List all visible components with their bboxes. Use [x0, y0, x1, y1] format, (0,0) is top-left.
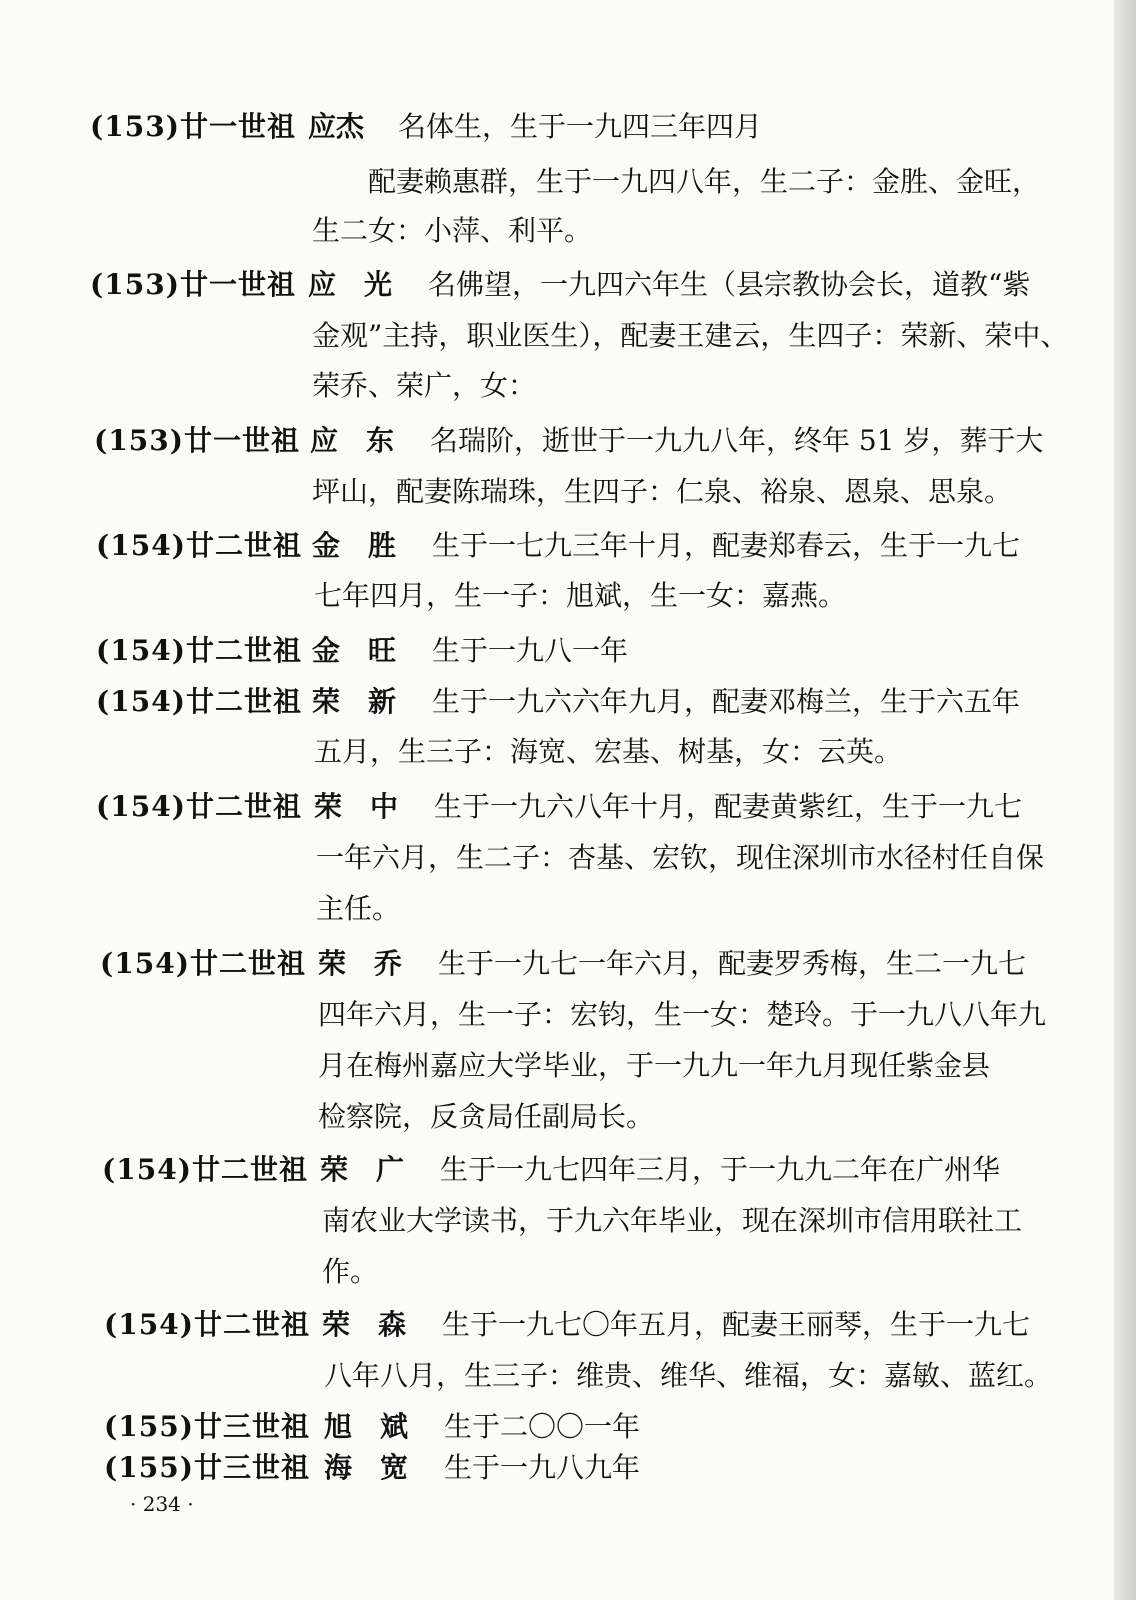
person-name: 荣 森 — [322, 1308, 407, 1341]
generation-label: (155)廿三世祖 — [104, 1451, 310, 1484]
entry-text-line: 月在梅州嘉应大学毕业，于一九九一年九月现任紫金县 — [318, 1049, 991, 1082]
entry-text-line: 配妻赖惠群，生于一九四八年，生二子：金胜、金旺， — [368, 165, 1041, 198]
person-name: 荣 广 — [320, 1153, 405, 1186]
entry-text-line: 名瑞阶，逝世于一九九八年，终年 51 岁，葬于大 — [430, 424, 1044, 457]
entry-text-line: 生于一九六八年十月，配妻黄紫红，生于一九七 — [434, 790, 1023, 823]
person-name: 金 胜 — [312, 529, 397, 562]
person-name: 应杰 — [308, 110, 365, 143]
entry-text-line: 南农业大学读书，于九六年毕业，现在深圳市信用联社工 — [322, 1204, 1023, 1237]
page-number: · 234 · — [130, 1492, 194, 1516]
generation-label: (154)廿二世祖 — [104, 1308, 310, 1341]
entry-text-line: 作。 — [322, 1255, 379, 1288]
person-name: 金 旺 — [312, 634, 397, 667]
entry-text-line: 生于二〇〇一年 — [444, 1410, 641, 1443]
entry-text-line: 生于一九七四年三月，于一九九二年在广州华 — [440, 1153, 1001, 1186]
entry-text-line: 生于一九七一年六月，配妻罗秀梅，生二一九七 — [438, 947, 1027, 980]
page-edge-shadow — [1114, 0, 1136, 1600]
entry-text-line: 坪山，配妻陈瑞珠，生四子：仁泉、裕泉、恩泉、思泉。 — [312, 475, 1013, 508]
entry-text-line: 主任。 — [316, 892, 401, 925]
person-name: 荣 乔 — [318, 947, 403, 980]
generation-label: (153)廿一世祖 — [90, 268, 296, 301]
person-name: 海 宽 — [324, 1451, 409, 1484]
entry-text-line: 生于一九八九年 — [444, 1451, 641, 1484]
entry-text-line: 生二女：小萍、利平。 — [312, 214, 593, 247]
entry-text-line: 生于一九六六年九月，配妻邓梅兰，生于六五年 — [432, 685, 1021, 718]
entry-text-line: 生于一九七〇年五月，配妻王丽琴，生于一九七 — [442, 1308, 1031, 1341]
person-name: 应 东 — [310, 424, 395, 457]
generation-label: (154)廿二世祖 — [102, 1153, 308, 1186]
generation-label: (154)廿二世祖 — [96, 685, 302, 718]
person-name: 旭 斌 — [324, 1410, 409, 1443]
entry-text-line: 五月，生三子：海宽、宏基、树基，女：云英。 — [314, 735, 903, 768]
entry-text-line: 金观”主持，职业医生），配妻王建云，生四子：荣新、荣中、 — [312, 319, 1069, 352]
generation-label: (153)廿一世祖 — [90, 110, 296, 143]
generation-label: (154)廿二世祖 — [96, 529, 302, 562]
entry-text-line: 检察院，反贪局任副局长。 — [318, 1100, 655, 1133]
entry-text-line: 一年六月，生二子：杏基、宏钦，现住深圳市水径村任自保 — [316, 841, 1045, 874]
person-name: 应 光 — [308, 268, 393, 301]
person-name: 荣 新 — [312, 685, 397, 718]
entry-text-line: 四年六月，生一子：宏钧，生一女：楚玲。于一九八八年九 — [318, 998, 1047, 1031]
generation-label: (154)廿二世祖 — [96, 634, 302, 667]
entry-text-line: 生于一七九三年十月，配妻郑春云，生于一九七 — [432, 529, 1021, 562]
entry-text-line: 生于一九八一年 — [432, 634, 629, 667]
entry-text-line: 八年八月，生三子：维贵、维华、维福，女：嘉敏、蓝红。 — [324, 1359, 1053, 1392]
generation-label: (154)廿二世祖 — [100, 947, 306, 980]
generation-label: (155)廿三世祖 — [104, 1410, 310, 1443]
entry-text-line: 名佛望，一九四六年生（县宗教协会长，道教“紫 — [428, 268, 1031, 301]
entry-text-line: 七年四月，生一子：旭斌，生一女：嘉燕。 — [314, 579, 847, 612]
person-name: 荣 中 — [314, 790, 399, 823]
generation-label: (153)廿一世祖 — [94, 424, 300, 457]
entry-text-line: 名体生，生于一九四三年四月 — [398, 110, 763, 143]
generation-label: (154)廿二世祖 — [96, 790, 302, 823]
entry-text-line: 荣乔、荣广，女： — [312, 369, 537, 402]
